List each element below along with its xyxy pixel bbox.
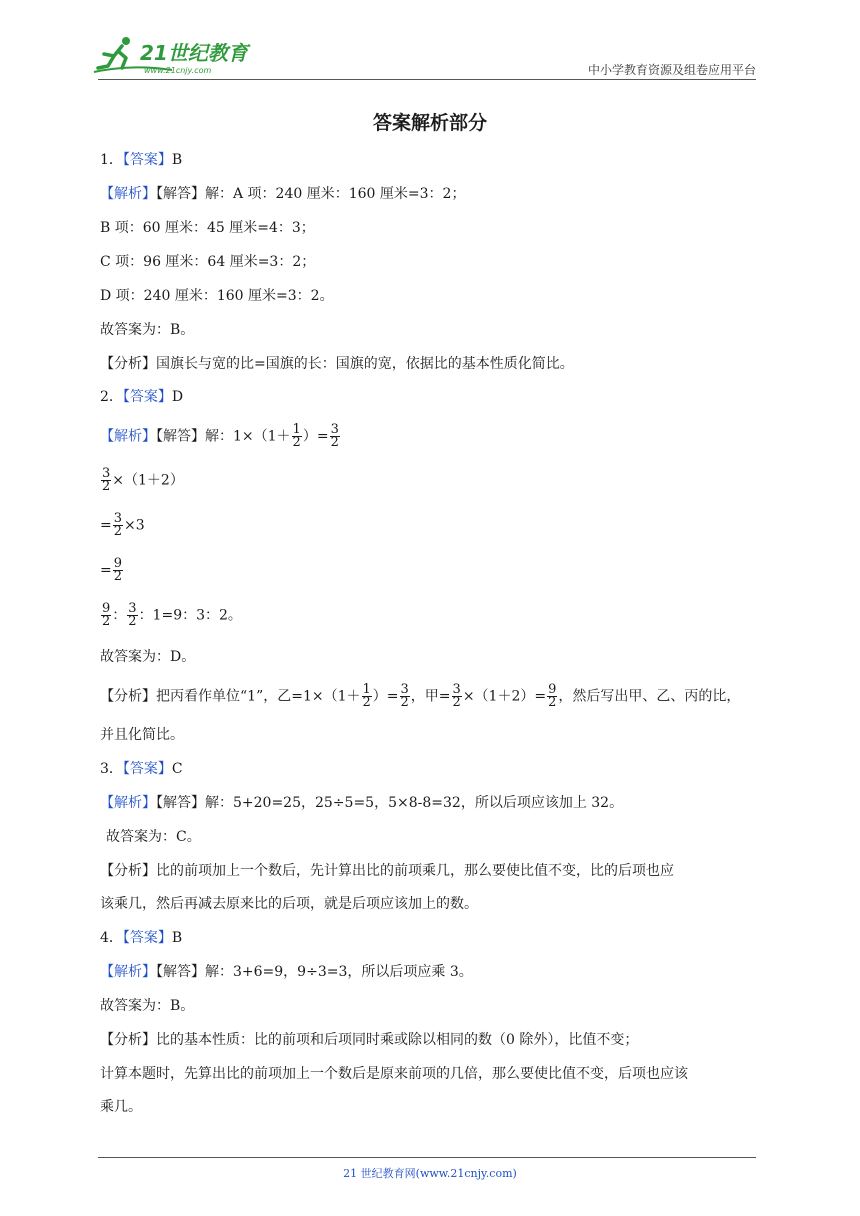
fenxi-tag: 【分析】 <box>100 688 156 705</box>
fraction: $\frac{9}{2}$ <box>102 601 111 629</box>
page-title: 答案解析部分 <box>372 112 487 134</box>
fraction: $\frac{9}{2}$ <box>113 556 123 584</box>
fraction: $\frac{9}{2}$ <box>548 682 557 710</box>
q4-analysis-line-3: 乘几。 <box>100 1099 142 1115</box>
q1-solution-line-3: C 项：96 厘米：64 厘米=3：2； <box>100 254 316 270</box>
q2-solution-line-4: = $\frac{9}{2}$ <box>100 556 123 584</box>
fraction: $\frac{3}{2}$ <box>128 601 137 629</box>
q2-solution-line-2: $\frac{3}{2}$ ×（1＋2） <box>102 466 184 494</box>
q2-number: 2． <box>100 389 123 405</box>
q2-answer-line <box>100 387 183 407</box>
answer-tag: 【答案】 <box>122 930 172 946</box>
footer-divider <box>98 1157 756 1158</box>
q2-solution-line-1: 【解析】【解答】解：1×（1＋ $\frac{1}{2}$ ）= $\frac{3}{2}$ <box>100 422 339 450</box>
q2-conclusion: 故答案为：D。 <box>100 649 196 665</box>
logo-text: 21世纪教育 <box>140 41 248 65</box>
q4-conclusion: 故答案为：B。 <box>100 998 195 1014</box>
q2-solution-line-3: = $\frac{3}{2}$ ×3 <box>100 511 145 539</box>
q3-analysis-line-1: 【分析】比的前项加上一个数后，先计算出比的前项乘几，那么要使比值不变，比的后项也应 <box>100 863 674 879</box>
q4-solution-line-1: 【解析】【解答】解：3+6=9，9÷3=3，所以后项应乘 3。 <box>100 964 473 980</box>
q1-solution-line-4: D 项：240 厘米：160 厘米=3：2。 <box>100 288 334 304</box>
q1-number: 1． <box>100 152 123 168</box>
q1-answer: B <box>171 152 183 168</box>
fraction: $\frac{3}{2}$ <box>452 682 461 710</box>
header-divider <box>98 79 756 80</box>
q3-answer: C <box>171 761 183 777</box>
q3-analysis-line-2: 该乘几，然后再减去原来比的后项，就是后项应该加上的数。 <box>100 896 478 912</box>
fraction: $\frac{1}{2}$ <box>362 682 371 710</box>
q3-answer-line <box>100 759 183 779</box>
q3-conclusion: 故答案为：C。 <box>106 829 201 845</box>
footer-link[interactable]: 21 世纪教育网(www.21cnjy.com) <box>343 1167 517 1180</box>
q1-conclusion: 故答案为：B。 <box>100 322 195 338</box>
logo-url: www.21cnjy.com <box>144 66 212 75</box>
analysis-tag: 【解析】 <box>100 795 156 811</box>
q2-answer: D <box>171 389 184 405</box>
q1-solution-line-2: B 项：60 厘米：45 厘米=4：3； <box>100 220 315 236</box>
solution-tag: 【解答】 <box>156 795 205 811</box>
fenxi-tag: 【分析】 <box>100 863 156 879</box>
q3-number: 3． <box>100 761 123 777</box>
q4-answer-line <box>100 928 182 948</box>
q2-solution-line-5: $\frac{9}{2}$ ： $\frac{3}{2}$ ：1=9：3：2。 <box>102 601 242 629</box>
q2-analysis-line-2: 并且化简比。 <box>100 727 184 743</box>
q4-answer: B <box>171 930 183 946</box>
q3-solution-line-1: 【解析】【解答】解：5+20=25，25÷5=5，5×8-8=32，所以后项应该加上 32。 <box>100 795 624 811</box>
answer-tag: 【答案】 <box>122 761 172 777</box>
q1-solution-line-1: 【解析】【解答】解：A 项：240 厘米：160 厘米=3：2； <box>100 186 466 202</box>
analysis-tag: 【解析】 <box>100 186 156 202</box>
solution-tag: 【解答】 <box>156 186 205 202</box>
fraction: $\frac{3}{2}$ <box>330 422 339 450</box>
fenxi-tag: 【分析】 <box>100 1032 156 1048</box>
q4-analysis-line-1: 【分析】比的基本性质：比的前项和后项同时乘或除以相同的数（0 除外），比值不变； <box>100 1032 639 1048</box>
fraction: $\frac{3}{2}$ <box>400 682 409 710</box>
q1-analysis: 【分析】国旗长与宽的比=国旗的长：国旗的宽，依据比的基本性质化简比。 <box>100 356 574 372</box>
site-logo <box>92 34 262 78</box>
q1-answer-line <box>100 150 182 170</box>
solution-tag: 【解答】 <box>156 964 205 980</box>
q4-analysis-line-2: 计算本题时，先算出比的前项加上一个数后是原来前项的几倍，那么要使比值不变，后项也应该 <box>100 1066 688 1082</box>
fraction: $\frac{3}{2}$ <box>102 466 111 494</box>
fraction: $\frac{3}{2}$ <box>113 511 123 539</box>
q2-analysis-line-1: 【分析】把丙看作单位“1”，乙=1×（1＋ $\frac{1}{2}$ ）= $\frac{3}{2}$ ，甲= $\frac{3}{2}$ ×（1＋2）= $\frac{9}{2}$ ，然后写出甲、乙、丙的比， <box>100 682 741 710</box>
analysis-tag: 【解析】 <box>100 428 156 445</box>
analysis-tag: 【解析】 <box>100 964 156 980</box>
fenxi-tag: 【分析】 <box>100 356 156 372</box>
solution-tag: 【解答】 <box>156 428 205 445</box>
fraction: $\frac{1}{2}$ <box>292 422 301 450</box>
answer-tag: 【答案】 <box>122 152 172 168</box>
q4-number: 4． <box>100 930 123 946</box>
answer-tag: 【答案】 <box>122 389 172 405</box>
platform-name: 中小学教育资源及组卷应用平台 <box>587 63 756 77</box>
